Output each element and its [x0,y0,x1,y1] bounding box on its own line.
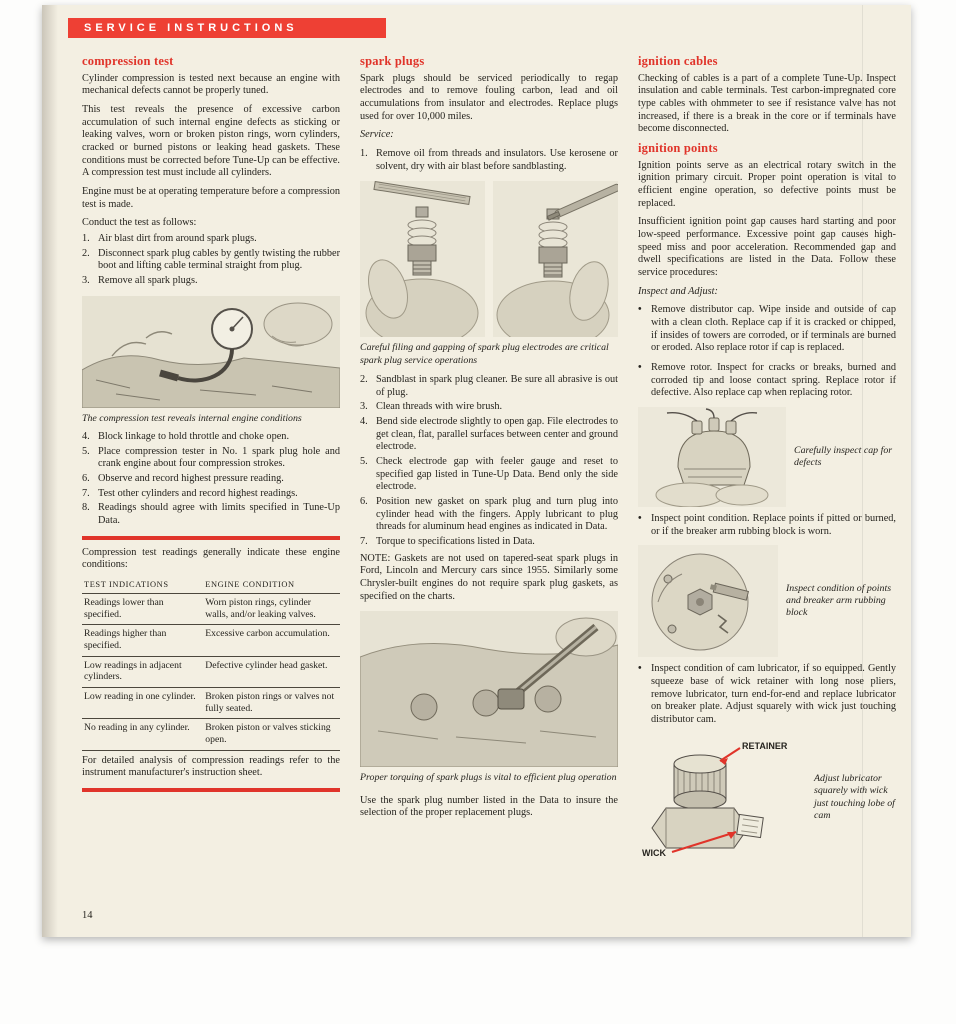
step-number: 3. [360,401,368,413]
heading-ignition-cables: ignition cables [638,54,718,68]
compression-test-figure [82,296,340,408]
table-row [82,656,340,687]
red-divider-rule [82,788,340,792]
compression-test-illustration [82,296,340,408]
bullet-marker [638,663,651,726]
step-text: Block linkage to hold throttle and choke open. [98,430,290,442]
step-number: 7. [360,535,368,547]
heading-ignition-points: ignition points [638,141,718,156]
numbered-step [82,446,340,471]
numbered-step [82,473,340,486]
page-number: 14 [82,910,93,921]
compression-readings-table [82,578,340,751]
cam-lubricator-illustration [638,734,806,862]
step-text: Position new gasket on spark plug and turn plug into cylinder head with the fingers. Apply lubricant to plug threads for aluminum head engines as indicated in Data. [376,496,618,533]
table-cell: Excessive carbon accumulation. [203,625,340,656]
step-text: Clean threads with wire brush. [376,401,503,413]
numbered-step [82,431,340,444]
step-number: 5. [82,445,90,457]
step-number: 6. [360,496,368,507]
paragraph: Engine must be at operating temperature before a compression test is made. [82,186,340,210]
step-text: Test other cylinders and record highest readings. [98,487,298,499]
paragraph: Insufficient ignition point gap causes hard starting and poor low-speed performance. Excessive point gap causes high-speed miss and poor acceleration. Recommended gap and dwell specifications are listed in the Data. Follow these service procedures: [638,216,896,279]
paragraph: This test reveals the presence of excessive carbon accumulation of such internal engine defects as sticking or leaking valves, worn or broken piston rings, worn cylinders, cracked or burned pistons or leaking head gaskets. These conditions must be corrected before Tune-Up can be effective. A compression test must include all cylinders. [82,104,340,179]
banner-title: SERVICE INSTRUCTIONS [84,22,298,34]
bullet-item [638,362,896,400]
spark-plug-gapping-figure [493,181,618,337]
step-number: 5. [360,456,368,468]
table-row [82,625,340,656]
numbered-step [360,496,618,534]
page-columns [82,53,896,868]
spark-plug-figures-caption: Careful filing and gapping of spark plug electrodes are critical spark plug service operations [360,342,609,366]
table-row [82,719,340,750]
numbered-step [360,416,618,454]
paragraph: Checking of cables is a part of a complete Tune-Up. Inspect insulation and cable terminals. Test carbon-impregnated core type cables with ohmmeter to see if resistance valve has not increased, if there is a break in the core or if terminals have become disconnected. [638,72,896,135]
cap-figure-caption: Carefully inspect cap for defects [794,444,893,468]
step-number: 2. [360,374,368,386]
table-row [82,594,340,625]
bullet-text: Remove distributor cap. Wipe inside and outside of cap with a clean cloth. Replace cap if it is cracked or chipped, if insides of towers are corroded, or if terminals are burned or eroded. Also replace rotor if cap is replaced. [651,304,896,354]
numbered-step [82,502,340,527]
ignition-points-figure [638,545,896,657]
bullet-text: Inspect condition of cam lubricator, if so equipped. Gently squeeze base of wick retainer with long nose pliers, remove lubricator, turn end-for-end and replace lubricator on breaker plate. Adjust squarely with wick just touching distributor cam. [651,663,896,725]
step-number: 6. [82,472,90,484]
torque-figure-caption: Proper torquing of spark plugs is vital to efficient plug operation [360,772,617,784]
table-cell: Readings lower than specified. [82,594,203,625]
step-number: 3. [82,274,90,286]
red-divider-rule [82,536,340,540]
cam-lubricator-figure [638,734,896,862]
step-text: Sandblast in spark plug cleaner. Be sure all abrasive is out of plug. [376,374,618,398]
table-cell: Readings higher than specified. [82,625,203,656]
numbered-step [360,401,618,414]
step-text: Torque to specifications listed in Data. [376,535,535,547]
table-header-engine-condition: ENGINE CONDITION [203,578,340,594]
wick-figure-caption: Adjust lubricator squarely with wick just touching lobe of cam [814,772,895,821]
inspect-adjust-label: Inspect and Adjust: [638,285,718,297]
step-number: 4. [360,416,368,428]
step-text: Remove all spark plugs. [98,274,198,286]
table-cell: Defective cylinder head gasket. [203,656,340,687]
note-paragraph: NOTE: Gaskets are not used on tapered-seat spark plugs in Ford, Lincoln and Mercury cars since 1955. Similarly some Chrysler-built engines do not require spark plug gaskets, as specified on the charts. [360,552,618,602]
numbered-step [82,488,340,501]
table-cell: Broken piston or valves sticking open. [203,719,340,750]
table-cell: Low reading in one cylinder. [82,688,203,719]
step-number: 1. [360,148,368,160]
step-text: Readings should agree with limits specified in Tune-Up Data. [98,502,340,526]
paragraph: Spark plugs should be serviced periodically to regap electrodes and to remove fouling carbon, lead and oil accumulations from insulator and electrodes. Replace plugs used for over 10,000 miles. [360,72,618,122]
bullet-item [638,513,896,538]
bullet-marker [638,513,651,538]
step-text: Place compression tester in No. 1 spark plug hole and crank engine about four compression strokes. [98,445,340,470]
spark-plug-gapping-illustration [493,181,618,337]
spark-plug-filing-illustration [360,181,485,337]
numbered-step [360,456,618,494]
numbered-step [82,248,340,273]
wick-label: WICK [642,847,666,858]
table-cell: Broken piston rings or valves not fully seated. [203,688,340,719]
column-compression-test [82,53,340,868]
table-cell: Worn piston rings, cylinder walls, and/or leaking valves. [203,594,340,625]
paragraph: Cylinder compression is tested next because an engine with mechanical defects cannot be properly tuned. [82,72,340,97]
distributor-cap-illustration [638,407,786,507]
closing-paragraph: Use the spark plug number listed in the Data to insure the selection of the proper replacement plugs. [360,794,618,819]
torque-wrench-figure [360,611,618,767]
table-row [82,688,340,719]
numbered-step [360,536,618,549]
step-text: Air blast dirt from around spark plugs. [98,232,257,244]
bullet-marker [638,362,651,400]
table-header-row [82,578,340,594]
spark-plug-figures [360,181,618,337]
section-banner [68,18,386,38]
step-text: Disconnect spark plug cables by gently twisting the rubber boot and lifting cable terminal straight from plug. [98,247,340,272]
numbered-step [82,233,340,246]
step-number: 8. [82,502,90,514]
table-cell: No reading in any cylinder. [82,719,203,750]
step-number: 1. [82,232,90,244]
ignition-points-illustration [638,545,778,657]
retainer-label: RETAINER [742,740,788,751]
distributor-cap-figure [638,407,896,507]
step-number: 7. [82,487,90,499]
table-header-test-indications: TEST INDICATIONS [82,578,203,594]
heading-spark-plugs: spark plugs [360,54,425,68]
table-footer-note: For detailed analysis of compression readings refer to the instrument manufacturer's instruction sheet. [82,754,340,779]
manual-page [42,5,911,937]
table-cell: Low readings in adjacent cylinders. [82,656,203,687]
torque-wrench-illustration [360,611,618,767]
table-intro: Compression test readings generally indicate these engine conditions: [82,546,340,571]
heading-compression-test: compression test [82,54,174,68]
numbered-step [82,275,340,288]
service-label: Service: [360,129,394,141]
numbered-step [360,374,618,399]
step-text: Check electrode gap with feeler gauge and reset to specified gap listed in Tune-Up Data. Bend only the side electrode. [376,456,618,493]
compression-figure-caption: The compression test reveals internal engine conditions [82,412,302,424]
step-text: Remove oil from threads and insulators. Use kerosene or solvent, dry with air blast before sandblasting. [376,148,618,172]
step-text: Bend side electrode slightly to open gap. File electrodes to get clean, flat, parallel surfaces between center and ground electrode. [376,416,618,453]
paragraph: Ignition points serve as an electrical rotary switch in the ignition primary circuit. Proper point operation is vital to efficient engine operation, so defective points must be replaced. [638,159,896,209]
bullet-text: Remove rotor. Inspect for cracks or breaks, burned and corroded tip and loose contact spring. Replace rotor if defective. Also replace cap when replacing rotor. [651,361,896,399]
step-number: 2. [82,247,90,259]
spark-plug-filing-figure [360,181,485,337]
numbered-step [360,148,618,173]
step-number: 4. [82,430,90,442]
bullet-marker [638,304,651,355]
step-text: Observe and record highest pressure reading. [98,472,284,484]
paragraph: Conduct the test as follows: [82,217,197,229]
bullet-item [638,663,896,726]
bullet-item [638,304,896,355]
bullet-text: Inspect point condition. Replace points if pitted or burned, or if the breaker arm rubbing block is worn. [651,512,896,537]
column-ignition [638,53,896,868]
column-spark-plugs [360,53,618,868]
points-figure-caption: Inspect condition of points and breaker arm rubbing block [786,582,892,619]
